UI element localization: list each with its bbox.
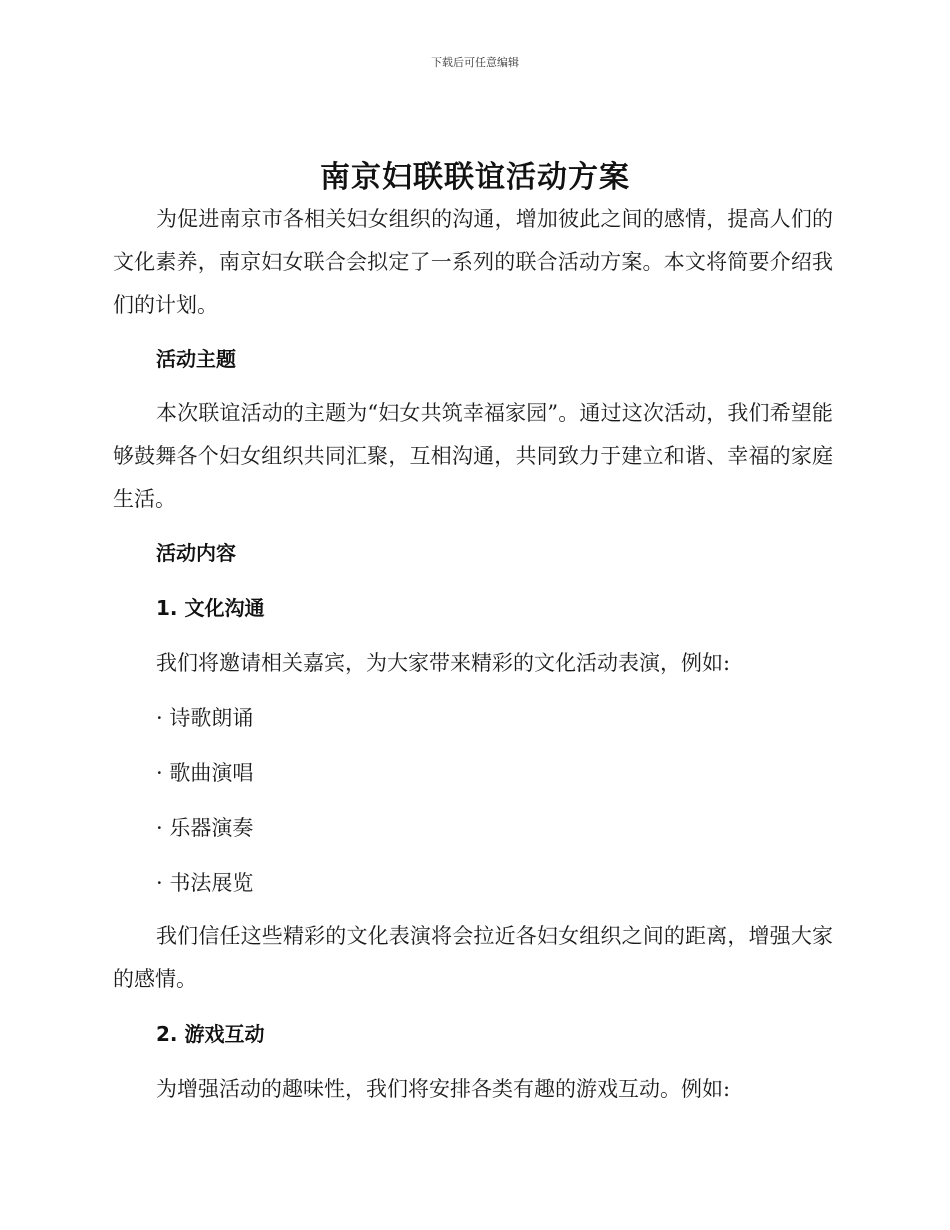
page-header-note: 下载后可任意编辑 <box>431 56 519 69</box>
section1-lead: 我们将邀请相关嘉宾，为大家带来精彩的文化活动表演，例如: <box>156 651 731 675</box>
theme-heading: 活动主题 <box>156 347 236 371</box>
section1-heading: 1. 文化沟通 <box>156 596 265 620</box>
section2-heading: 2. 游戏互动 <box>156 1022 265 1046</box>
list-item: · 歌曲演唱 <box>156 761 254 785</box>
theme-paragraph: 本次联谊活动的主题为“妇女共筑幸福家园”。通过这次活动，我们希望能够鼓舞各个妇女组织共同汇聚，互相沟通，共同致力于建立和谐、幸福的家庭生活。 <box>113 401 833 511</box>
intro-paragraph: 为促进南京市各相关妇女组织的沟通，增加彼此之间的感情，提高人们的文化素养，南京妇女联合会拟定了一系列的联合活动方案。本文将简要介绍我们的计划。 <box>113 207 833 317</box>
list-item: · 书法展览 <box>156 871 254 895</box>
section2-lead: 为增强活动的趣味性，我们将安排各类有趣的游戏互动。例如: <box>156 1077 731 1101</box>
content-heading: 活动内容 <box>156 541 236 565</box>
section1-closing: 我们信任这些精彩的文化表演将会拉近各妇女组织之间的距离，增强大家的感情。 <box>113 924 833 991</box>
document-title: 南京妇联联谊活动方案 <box>320 160 630 195</box>
list-item: · 乐器演奏 <box>156 816 254 840</box>
list-item: · 诗歌朗诵 <box>156 706 254 730</box>
